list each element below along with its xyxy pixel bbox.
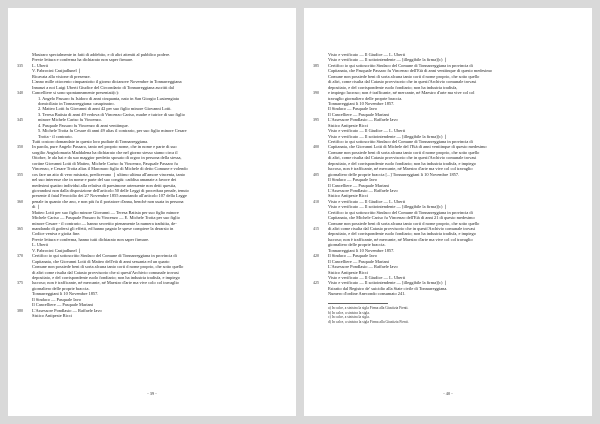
line-text: mandando di godersi gli effetti, ed hanno pagato le spese compiere la derarsio in <box>32 226 174 231</box>
footnote: a) In calce, a sinistra la sigla Firma alla Giustizia Fienti. <box>328 306 409 311</box>
line-text: di altri come risulta dal Catasto provvisorio che in questi'Archivio comunale trovasi <box>328 226 476 231</box>
line-text: minore Michele Cariso fu Vincenzo. <box>38 117 102 123</box>
line-text: Il Cancelliere — Pasquale Mariani <box>32 302 93 308</box>
line-text: Vincenzo, e Cesare Trotta alias il Maronaro figlio di Michele di detto Comune e volendo <box>32 166 188 172</box>
line-text: L'Assessore Pondlasio — Raffaele Iavo <box>32 307 102 313</box>
line-text: Previe lettura e conferma ha dichiarato non saper firmare. <box>32 57 134 63</box>
line-number: 420 <box>313 253 319 259</box>
line-text: Comune non possiede beni di sorta alcuna tanto corti d nome proprio, che sotto quello <box>32 264 184 270</box>
line-number: 355 <box>17 171 23 177</box>
right-page-number: - 40 - <box>443 391 453 396</box>
line-text: e impiego lucroso; non è trafficante, né mercante, né Maestro d'arte ma vive col col <box>328 90 475 96</box>
line-number: 345 <box>17 117 23 123</box>
line-text: Visto e verificato — Il Giudice — L. Uberti <box>328 128 406 134</box>
line-text: 3. Teresa Batista di anni 49 vedova di Vincenzo Cariso, madre e tutrice di suo figlio <box>38 111 185 117</box>
line-text: domiciliato in Tonnarreggiana: casupinatro. <box>38 100 115 106</box>
line-text: giovandosi non dalla disposizione dell'articolo 50 delle Leggi di procedura penale, tenuto <box>32 187 189 193</box>
line-text: 1. Angelo Passaro fu Isidoro di anni cinquanta, nato in San Giorgio Lustrengiata <box>38 95 179 101</box>
line-number: 340 <box>17 90 23 96</box>
line-text: Mastraro specialmente in fatti di addebito, e di altri atteniti al pubblico podere. <box>32 52 171 57</box>
line-number: 385 <box>313 62 319 68</box>
line-text: V. Fabrocini Castjadlunel ❘ <box>32 247 82 253</box>
line-text: Il Cancelliere — Pasquale Mariani <box>328 182 389 188</box>
line-text: 5. Michele Trotta fu Cesare di anni 49 alias il contrario, per suo figlio minore Cesare <box>38 128 187 134</box>
line-text: L'anno mille ottocento cinquantotto il giorno dicianove Novembre in Tonnarreggiana <box>32 79 182 85</box>
line-text: depositato, e del corrispondente ruolo fondiario; non ha industria tradisfa, e impiego <box>328 231 476 237</box>
line-text: giornaliero delle proprie braccia [...] Tonnarreggiani li 10 Novembre 1857. <box>328 171 460 177</box>
line-text: Visto e verificato — Il sottointendente — [illeggibile la firma](c) ❘ <box>328 204 448 210</box>
line-text: Ottobre, le ala hai e da suo maggior predetto sposato di orgoo in persona della stessa, <box>32 155 182 161</box>
line-text: Sistico Antipeste Ricci <box>328 193 368 199</box>
footnote: c) In calce, a sinistra la sigla. <box>328 315 370 320</box>
line-number: 365 <box>17 226 23 231</box>
line-number: 335 <box>17 62 23 68</box>
line-text: sorgilio Angiolomaria Maddalena ha dichiarato che nel giorno stesso siamo circa il <box>32 149 178 155</box>
line-number: 425 <box>313 280 319 286</box>
line-text: Visto e verificato — Il Giudice — L. Uberti <box>328 198 406 204</box>
line-text: L. Uberti <box>32 62 49 68</box>
left-page <box>8 8 296 416</box>
line-text: depositato, e del corrispondente ruolo fondiario; non ha industria tradisfa, e impiego <box>328 160 476 166</box>
line-text: Sistico Antipeste Ricci <box>32 313 72 318</box>
line-number: 405 <box>313 171 319 177</box>
line-text: Comune non possiede beni di sorta alcuna tanto corti d nome proprio, che sotto quello <box>328 149 480 155</box>
line-text: Previe lettura e conferma, hanno tutti dichiarato non saper firmare. <box>32 236 150 242</box>
line-text: Il Cancelliere — Pasquale Mariani <box>328 258 389 264</box>
line-text: Matteo Lotti per suo figlio minore Giovanni — Teresa Batista per suo figlio minore <box>32 209 179 215</box>
line-text: Capitanata, che Giovanni Lotti di Matteo dell'età di anni sessanta ed un quarto <box>32 258 170 264</box>
line-text: 2. Matteo Lotti fu Giovanni di anni 42 per suo figlio minore Giovanni Lotti. <box>38 106 172 112</box>
line-text: 4. Pasquale Passaro fu Vincenzo di anni ventiinque. <box>38 122 129 128</box>
line-text: Visto e verificato — Il sottointendente — [illeggibile la firma](c) ❘ <box>328 280 448 286</box>
line-text: Il Sindaco — Pasquale Iavo <box>32 296 82 302</box>
line-text: Il Sindaco — Pasquale Iavo <box>328 177 378 183</box>
line-text: Visto e verificato — Il Giudice — L. Uberti <box>328 52 406 57</box>
line-text: Estratto dal Registro de' suicidio alla State civile di Tonnarreggiana. <box>328 285 448 291</box>
line-text: Visto e verificato — Il sottointendente — [illeggibile la firma](c) ❘ <box>328 57 448 63</box>
line-text: L'Assessore Pondlasio — Raffaele Iavo <box>328 117 398 123</box>
line-number: 375 <box>17 280 23 286</box>
right-page <box>304 8 592 416</box>
line-text: Capitanata, che Giovanni Lotti di Michele del l'Età di anni ventiinque di questo medesimo <box>328 144 487 150</box>
footnote-rule <box>328 303 388 304</box>
left-page-text <box>8 52 296 318</box>
line-text: Trotta - il contrario. <box>38 133 73 139</box>
line-number: 380 <box>17 307 23 313</box>
line-text: Sistico Antipeste Ricci <box>328 122 368 128</box>
line-text: lucroso, non è trafficante, né mercante, né Maestro d'arte ma vive col col travaglio <box>328 166 473 172</box>
line-text: Visto e verificato — Il sottointendente — [illeggibile la firma](c) ❘ <box>328 133 448 139</box>
line-number: 370 <box>17 253 23 259</box>
line-number: 400 <box>313 144 319 150</box>
line-text: Il Cancelliere — Pasquale Mariani <box>328 111 389 117</box>
line-text: di altri, come risulta dal Catasto provvisorio che in questi'Archivio comunale trovasi <box>328 155 477 161</box>
text-line <box>8 313 296 318</box>
line-text: Tonnarreggiani li 10 Novembre 1857. <box>328 247 395 253</box>
line-text: L'Assessore Pondlasio — Raffaele Iavo <box>328 264 398 270</box>
line-text: Certifico io qui sottoscritto Sindaco del Comune di Tonnarreggiana in provincia di <box>328 62 473 68</box>
footnote: b) In calce, a sinistra la sigla. <box>328 310 370 315</box>
footnote: d) In calce, a sinistra la sigla Firma alla Giustizia Fienti. <box>328 320 409 325</box>
line-text: Cancelliere si sono spontaneamente presentati(c): <box>32 90 120 96</box>
right-page-text <box>304 52 592 297</box>
line-text: Visto e verificato — Il Giudice — L. Uberti <box>328 274 406 280</box>
line-text: depositato, e del corrispondente ruolo fondiario; non ha industria tradisfa, e impiego <box>32 274 180 280</box>
line-text: medesimi quattro individui alla relativa di paesimone artenuente non detti questia, <box>32 182 177 188</box>
left-page-number: - 39 - <box>147 391 157 396</box>
line-text: di altri, come risulta dal Catasto provvisorio che in questi'Archivio comunale trovasi <box>328 79 477 85</box>
line-text: Certifico io qui sottoscritto Sindaco del Comune di Tonnarreggiana in provincia di <box>328 139 473 144</box>
line-text: lucroso; non è trafficante, né mercante, né Maestro d'arte ma vive col col travaglio <box>328 236 473 242</box>
line-text: Comune non possiede beni di sorta alcuna tanto corti d nome proprio, che sotto quello <box>328 73 480 79</box>
line-text: Codice veniva e gioita fine. <box>32 231 81 237</box>
line-text: Certifico io qui sottoscritto Sindaco del Comune di Tonnarreggiana in provincia di <box>32 253 177 259</box>
line-text: Certifico io qui sottoscritto Sindaco del Comune di Tonnarreggiana in provincia di <box>328 209 473 215</box>
line-text: Ricavata alla visione di presenze. <box>32 73 91 79</box>
line-text: L'Assessore Pondlasio — Raffaele Iavo <box>328 187 398 193</box>
line-text: Il Sindaco — Pasquale Iavo <box>328 253 378 259</box>
line-number: 415 <box>313 226 319 231</box>
line-number: 410 <box>313 198 319 204</box>
text-line <box>304 291 592 296</box>
line-text: travaglio giornaliero delle proprie braccia. <box>328 95 403 101</box>
line-text: giornaliero delle proprie braccia. <box>328 242 386 248</box>
line-text: Comune non possiede beni di sorta alcuna tanto corti d nome proprio, che sotto quello <box>328 220 480 226</box>
line-text: di altri come risulta dal Catasto provvisorio che si questi'Archivio comunale trovasi <box>32 269 179 275</box>
line-text: penale in quanto che ano, e non più fu il portatore d'anna, benchè non usata in persona <box>32 198 184 204</box>
line-text: Sistico Antipeste Ricci <box>328 269 368 275</box>
line-text: depositato, e del corrispondente ruolo fondiario; non ha industria tradisfa, <box>328 84 458 90</box>
line-text: Tonnarreggiani li 10 Novembre 1857. <box>328 100 395 106</box>
line-number: 390 <box>313 90 319 96</box>
line-text: lucroso; non è trafficante, né mercante, né Maestro d'arte ma vive colo col travaglio <box>32 280 179 286</box>
line-number: 395 <box>313 117 319 123</box>
line-text: Tonnarreggiani li 10 Novembre 1857. <box>32 291 99 297</box>
line-text: Innanzi a noi Luigi Uberti Giudice del Circondario di Tonnarreggiana ascritti dal <box>32 84 174 90</box>
line-text: L. Uberti <box>32 242 49 248</box>
line-text: di ❘ <box>32 204 41 210</box>
line-text: In parola, pure Angelo Passaro, tanto nel proprio nome, che in nome e parte di suo <box>32 144 177 150</box>
line-number: 360 <box>17 198 23 204</box>
line-text: Il Sindaco — Pasquale Iavo <box>328 106 378 112</box>
line-text: minore Cesare - il contrario — hanno secretito pienamente la numera tradsitta, de- <box>32 220 177 226</box>
line-text: Capitanata, che Pasquale Passaro fu Vincenzo dell'Età di anni ventiinque di questo medesimo <box>328 68 492 74</box>
line-text: cos fare un atto di vero mistrata, predicevano ❘ ultimo ultima all'amore vincenta, tanto <box>32 171 186 177</box>
line-number: 350 <box>17 144 23 150</box>
line-text: Numero d'ordine Anecondo consumato 241. <box>328 291 406 297</box>
line-text: giornaliero delle proprie braccia. <box>32 285 90 291</box>
line-text: Capitanata, che Michele Cariso fu Vincenzo dell'Età di anni 21 di questo medesimo <box>328 215 475 221</box>
line-text: cortine Giovanni Lotti di Matteo, Michele Cariso fu Vincenzo, Pasquale Passaro fu <box>32 160 178 166</box>
line-text: nel suo interesse che in nome e parte del suo congiù: caddisa amanate a favore dei <box>32 177 177 183</box>
line-text: presente il fatal Ferocidio dei 27 Novembre 1855 annotando all'articolo 107 della Legge <box>32 193 187 199</box>
line-text: V. Fabrocini Castjadlunel ❘ <box>32 68 82 74</box>
line-text: Michele Cariso — Pasquale Passaro fu Vincenzo — E. Michele Trotta per suo figlio <box>32 215 180 221</box>
line-text: Tutti costoro domandate in questo loro pudiate di Tonnarreggiana. <box>32 139 149 144</box>
